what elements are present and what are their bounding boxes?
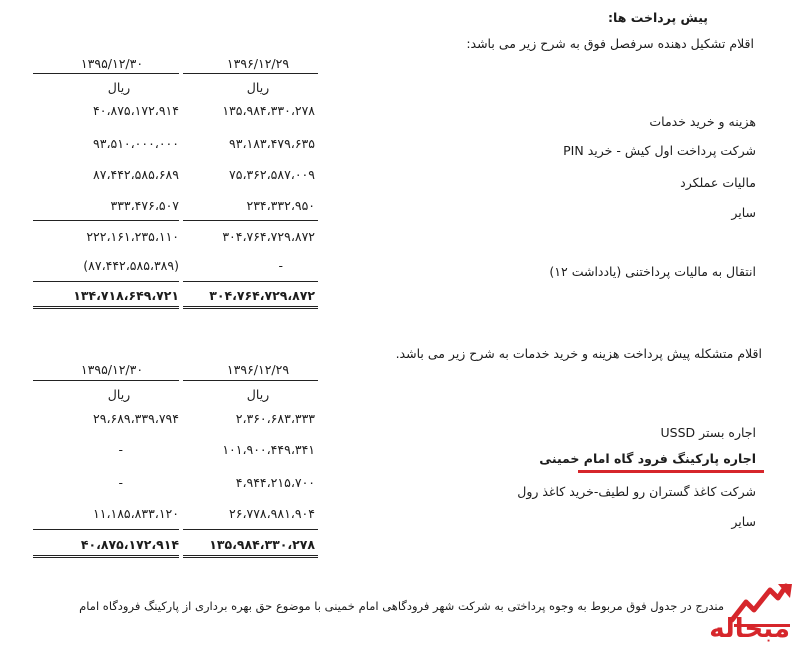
column-header-1396: ۱۳۹۶/۱۲/۲۹	[226, 362, 290, 377]
row-label: انتقال به مالیات پرداختنی (یادداشت ۱۲)	[549, 264, 756, 279]
value-1396: ۴،۹۴۴،۲۱۵،۷۰۰	[235, 475, 315, 490]
column-header-1395: ۱۳۹۵/۱۲/۳۰	[80, 56, 144, 71]
total-rule	[33, 281, 179, 282]
total-double-rule	[33, 555, 179, 558]
total-double-rule	[183, 306, 318, 309]
unit-label: ریال	[107, 387, 131, 402]
column-header-1396: ۱۳۹۶/۱۲/۲۹	[226, 56, 290, 71]
total-1396: ۳۰۴،۷۶۴،۷۲۹،۸۷۲	[209, 288, 315, 303]
row-label: سایر	[731, 205, 756, 220]
subtotal-rule	[33, 220, 179, 221]
subtotal-1395: ۲۲۲،۱۶۱،۲۳۵،۱۱۰	[86, 229, 179, 244]
subtotal-rule	[183, 220, 318, 221]
highlight-underline	[578, 470, 764, 473]
total-double-rule	[33, 306, 179, 309]
value-1395: -	[118, 442, 123, 457]
value-1395: ۳۳۳،۴۷۶،۵۰۷	[110, 198, 179, 213]
header-rule	[33, 380, 179, 381]
header-rule	[33, 73, 179, 74]
unit-label: ریال	[246, 387, 270, 402]
value-1396: ۱۳۵،۹۸۴،۳۳۰،۲۷۸	[222, 103, 315, 118]
transfer-1396: -	[278, 258, 283, 273]
value-1395: ۲۹،۶۸۹،۳۳۹،۷۹۴	[93, 411, 179, 426]
value-1395: ۹۳،۵۱۰،۰۰۰،۰۰۰	[93, 136, 179, 151]
unit-label: ریال	[107, 80, 131, 95]
column-header-1395: ۱۳۹۵/۱۲/۳۰	[80, 362, 144, 377]
row-label: هزینه و خرید خدمات	[649, 114, 756, 129]
header-rule	[183, 380, 318, 381]
total-rule	[183, 529, 318, 530]
row-label-highlighted: اجاره پارکینگ فرود گاه امام خمینی	[539, 451, 756, 466]
watermark-text: مبحاله	[709, 614, 790, 644]
value-1396: ۲،۳۶۰،۶۸۳،۳۳۳	[235, 411, 315, 426]
value-1395: ۱۱،۱۸۵،۸۳۳،۱۲۰	[93, 506, 179, 521]
subtotal-1396: ۳۰۴،۷۶۴،۷۲۹،۸۷۲	[222, 229, 315, 244]
section-title: پیش پرداخت ها:	[608, 10, 708, 25]
total-rule	[33, 529, 179, 530]
value-1396: ۱۰۱،۹۰۰،۴۴۹،۳۴۱	[222, 442, 315, 457]
total-rule	[183, 281, 318, 282]
total-1396: ۱۳۵،۹۸۴،۳۳۰،۲۷۸	[209, 537, 315, 552]
row-label: اجاره بستر USSD	[660, 425, 756, 440]
transfer-1395: (۸۷،۴۴۲،۵۸۵،۳۸۹)	[83, 258, 179, 273]
header-rule	[183, 73, 318, 74]
total-1395: ۴۰،۸۷۵،۱۷۲،۹۱۴	[80, 537, 179, 552]
value-1395: ۴۰،۸۷۵،۱۷۲،۹۱۴	[93, 103, 179, 118]
row-label: مالیات عملکرد	[680, 175, 756, 190]
footnote: مندرج در جدول فوق مربوط به وجوه پرداختی به شرکت شهر فرودگاهی امام خمینی با موضوع حق بهره برداری از پارکینگ فرودگاه امام	[79, 599, 724, 613]
value-1396: ۲۶،۷۷۸،۹۸۱،۹۰۴	[229, 506, 315, 521]
value-1396: ۹۳،۱۸۳،۴۷۹،۶۳۵	[229, 136, 315, 151]
value-1396: ۷۵،۳۶۲،۵۸۷،۰۰۹	[229, 167, 315, 182]
row-label: شرکت پرداخت اول کیش - خرید PIN	[563, 143, 756, 158]
section-intro: اقلام تشکیل دهنده سرفصل فوق به شرح زیر می باشد:	[466, 36, 754, 51]
row-label: شرکت کاغذ گستران رو لطیف-خرید کاغذ رول	[517, 484, 756, 499]
total-1395: ۱۳۴،۷۱۸،۶۴۹،۷۲۱	[73, 288, 179, 303]
table2-intro: اقلام متشکله پیش پرداخت هزینه و خرید خدمات به شرح زیر می باشد.	[395, 346, 762, 361]
value-1395: ۸۷،۴۴۲،۵۸۵،۶۸۹	[93, 167, 179, 182]
total-double-rule	[183, 555, 318, 558]
row-label: سایر	[731, 514, 756, 529]
unit-label: ریال	[246, 80, 270, 95]
value-1395: -	[118, 475, 123, 490]
value-1396: ۲۳۴،۳۳۲،۹۵۰	[246, 198, 315, 213]
